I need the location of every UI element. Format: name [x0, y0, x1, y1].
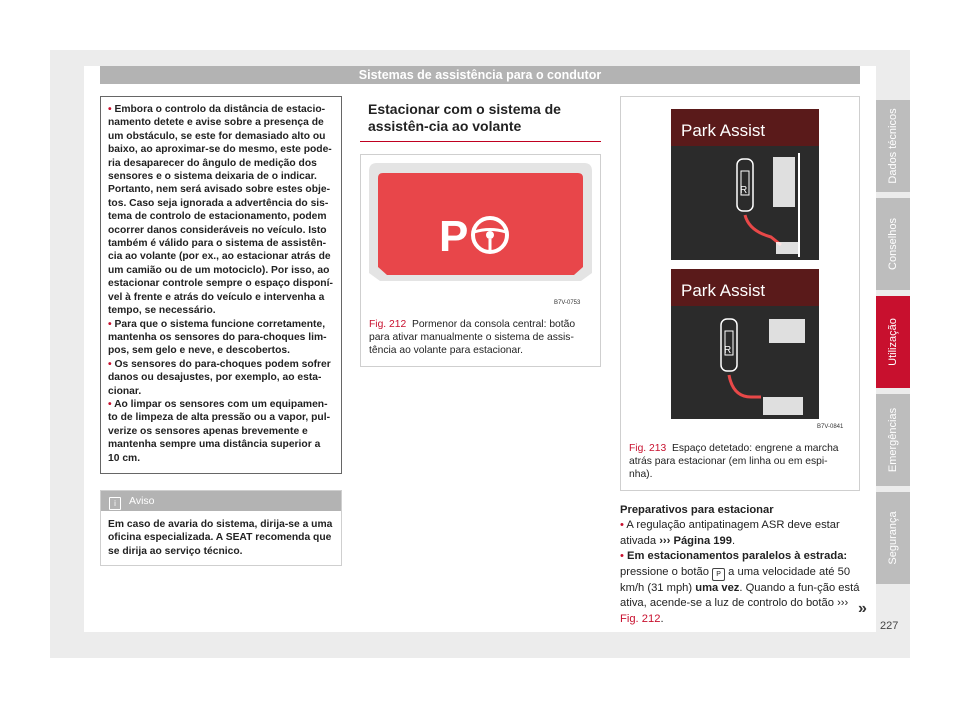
figure-link[interactable]: Fig. 212 — [620, 612, 661, 625]
warning-box — [100, 96, 342, 474]
notice-text: Em caso de avaria do sistema, dirija-se a uma oficina especializada. A SEAT recomenda que se dirija ao serviço técnico. — [108, 518, 333, 557]
screen-title: Park Assist — [681, 121, 766, 140]
figure-code: B7V-0753 — [554, 300, 581, 306]
right-column — [620, 96, 860, 627]
tab-dados-tecnicos[interactable]: Dados técnicos — [876, 100, 910, 192]
tab-emergencias[interactable]: Emergências — [876, 394, 910, 486]
subsection-title: Preparativos para estacionar — [620, 503, 774, 516]
list-item: • A regulação antipatinagem ASR deve estar ativada ››› Página 199. — [620, 519, 840, 547]
notice-box — [100, 490, 342, 566]
left-column — [100, 96, 342, 566]
warning-item: • Embora o controlo da distância de estacio-namento detete e avise sobre a presença de um obstáculo, se este for demasiado alto ou baixo, ao aproximar-se do mesmo, este pode-ria desaparecer do ângulo de medição dos sensores e o sistema deixaria de o indicar. Portanto, nem será avisado sobre estes obje-tos. Caso seja ignorada a advertência do sis-tema de controlo de estacionamento, podem ocorrer danos consideráveis no veículo. Isto também é válido para o sistema de assistên-cia ao volante (por ex., ao estacionar atrás de um camião ou de um motociclo). Por isso, ao estacionar controle sempre o espaço disponí-vel à frente e atrás do veículo e intervenha a tempo, se necessário. — [108, 104, 333, 317]
list-item: • Em estacionamentos paralelos à estrada: pressione o botão P a uma velocidade até 50 km/h (31 mph) uma vez. Quando a fun-ção está ativa, acende-se a luz de controlo do botão ››› Fig. 212. — [620, 550, 860, 625]
page-number: 227 — [880, 620, 899, 632]
notice-header: i Aviso — [101, 491, 341, 511]
figure-212 — [360, 154, 601, 367]
svg-text:R: R — [724, 345, 732, 356]
tab-seguranca[interactable]: Segurança — [876, 492, 910, 584]
park-assist-button-image — [361, 155, 600, 306]
page-link[interactable]: Página 199 — [673, 534, 732, 547]
middle-column — [360, 96, 601, 367]
info-icon: i — [109, 497, 121, 510]
figure-caption: Fig. 212 Pormenor da consola central: botão para ativar manualmente o sistema de assis-tência ao volante para estacionar. — [369, 319, 576, 357]
svg-text:P: P — [439, 212, 469, 261]
figure-213 — [620, 96, 860, 491]
figure-code: B7V-0841 — [817, 424, 844, 430]
section-title: Estacionar com o sistema de assistên-cia ao volante — [368, 101, 561, 134]
warning-item: • Ao limpar os sensores com um equipamen-to de limpeza de alta pressão ou a vapor, pul-verize os sensores apenas brevemente e mantenha sempre uma distância superior a 10 cm. — [108, 398, 331, 464]
preparation-section — [620, 503, 860, 628]
park-assist-display-image — [621, 97, 859, 430]
arrow-icon: ››› — [659, 534, 671, 547]
park-assist-button-icon: P — [712, 568, 725, 581]
tab-conselhos[interactable]: Conselhos — [876, 198, 910, 290]
continue-icon: » — [858, 600, 867, 617]
figure-caption: Fig. 213 Espaço detetado: engrene a marcha atrás para estacionar (em linha ou em espi-nha). — [629, 443, 839, 481]
section-divider — [360, 141, 601, 142]
screen-title-2: Park Assist — [681, 281, 766, 300]
tab-utilizacao[interactable]: Utilização — [876, 296, 910, 388]
svg-text:R: R — [740, 185, 748, 196]
arrow-icon: ››› — [837, 597, 849, 610]
warning-item: • Para que o sistema funcione corretamente, mantenha os sensores do para-choques lim-pos, sem gelo e neve, e descobertos. — [108, 318, 327, 357]
warning-item: • Os sensores do para-choques podem sofrer danos ou desajustes, por exemplo, ao esta-cionar. — [108, 358, 331, 397]
page-header: Sistemas de assistência para o condutor — [100, 66, 860, 84]
